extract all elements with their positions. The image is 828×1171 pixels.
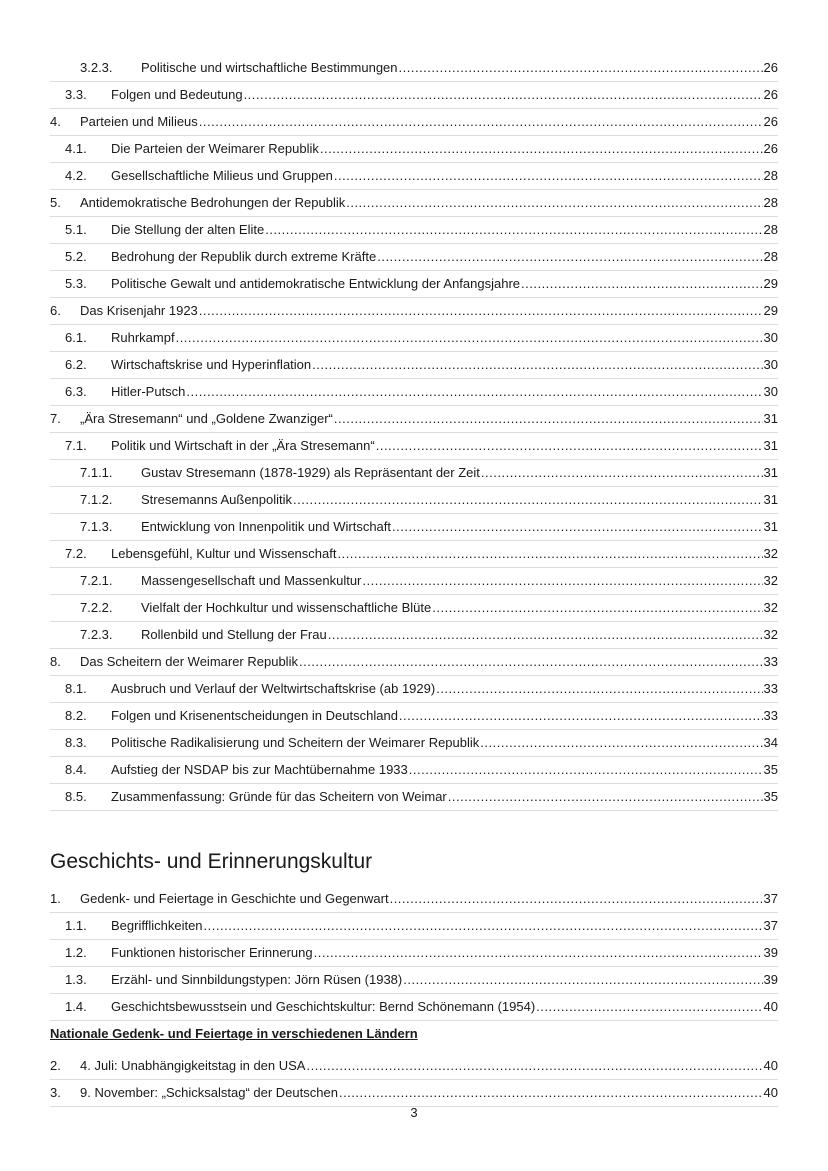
toc-entry-title: Aufstieg der NSDAP bis zur Machtübernahme 1933 xyxy=(111,762,408,777)
row-divider xyxy=(50,297,778,298)
row-divider xyxy=(50,567,778,568)
row-divider xyxy=(50,783,778,784)
toc-entry-title: 9. November: „Schicksalstag“ der Deutschen xyxy=(80,1085,338,1100)
row-divider xyxy=(50,756,778,757)
toc-entry[interactable] xyxy=(50,59,778,77)
toc-entry-page: 31 xyxy=(763,492,778,507)
toc-entry[interactable] xyxy=(50,1057,778,1075)
toc-entry-title: Massengesellschaft und Massenkultur xyxy=(141,573,362,588)
toc-entry[interactable] xyxy=(50,410,778,428)
row-divider xyxy=(50,702,778,703)
toc-entry-page: 40 xyxy=(763,1058,778,1073)
toc-entry-number: 5.2. xyxy=(65,249,87,264)
toc-entry-title: Parteien und Milieus xyxy=(80,114,198,129)
toc-entry-title: Erzähl- und Sinnbildungstypen: Jörn Rüsen (1938) xyxy=(111,972,403,987)
toc-entry-number: 8.1. xyxy=(65,681,87,696)
dot-leader xyxy=(399,59,763,77)
row-divider xyxy=(50,621,778,622)
toc-entry-title: Ruhrkampf xyxy=(111,330,175,345)
toc-entry-title: Stresemanns Außenpolitik xyxy=(141,492,293,507)
dot-leader xyxy=(392,518,763,536)
dot-leader xyxy=(436,680,762,698)
toc-entry[interactable] xyxy=(50,971,778,989)
toc-entry[interactable] xyxy=(50,944,778,962)
toc-entry-page: 35 xyxy=(763,789,778,804)
dot-leader xyxy=(199,113,763,131)
toc-entry-number: 8. xyxy=(50,654,61,669)
toc-entry-number: 1. xyxy=(50,891,61,906)
toc-entry-number: 8.5. xyxy=(65,789,87,804)
toc-entry-title: Lebensgefühl, Kultur und Wissenschaft xyxy=(111,546,337,561)
row-divider xyxy=(50,939,778,940)
toc-entry-page: 39 xyxy=(763,945,778,960)
toc-entry[interactable] xyxy=(50,1084,778,1102)
toc-entry-title: Das Scheitern der Weimarer Republik xyxy=(80,654,298,669)
dot-leader xyxy=(337,545,762,563)
toc-entry[interactable] xyxy=(50,998,778,1016)
toc-entry-title: Gedenk- und Feiertage in Geschichte und Gegenwart xyxy=(80,891,389,906)
dot-leader xyxy=(521,275,763,293)
toc-entry-title: Bedrohung der Republik durch extreme Kräfte xyxy=(111,249,377,264)
toc-entry-page: 30 xyxy=(763,330,778,345)
toc-entry[interactable] xyxy=(50,437,778,455)
dot-leader xyxy=(320,140,763,158)
dot-leader xyxy=(314,944,763,962)
row-divider xyxy=(50,729,778,730)
toc-entry-number: 1.1. xyxy=(65,918,87,933)
toc-entry-number: 7.1.3. xyxy=(80,519,113,534)
toc-entry-page: 26 xyxy=(763,87,778,102)
toc-entry-page: 28 xyxy=(763,222,778,237)
toc-entry-number: 8.4. xyxy=(65,762,87,777)
row-divider xyxy=(50,1079,778,1080)
dot-leader xyxy=(536,998,762,1016)
toc-entry[interactable] xyxy=(50,113,778,131)
toc-entry-page: 30 xyxy=(763,357,778,372)
toc-entry[interactable] xyxy=(50,680,778,698)
toc-entry-number: 1.3. xyxy=(65,972,87,987)
toc-entry[interactable] xyxy=(50,86,778,104)
dot-leader xyxy=(362,572,762,590)
toc-entry[interactable] xyxy=(50,491,778,509)
dot-leader xyxy=(334,410,763,428)
dot-leader xyxy=(481,464,763,482)
toc-entry-page: 26 xyxy=(763,60,778,75)
row-divider xyxy=(50,540,778,541)
toc-entry-number: 4. xyxy=(50,114,61,129)
row-divider xyxy=(50,594,778,595)
toc-entry-page: 31 xyxy=(763,465,778,480)
toc-entry-number: 6.3. xyxy=(65,384,87,399)
dot-leader xyxy=(312,356,762,374)
dot-leader xyxy=(377,248,762,266)
toc-entry-page: 29 xyxy=(763,276,778,291)
dot-leader xyxy=(390,890,763,908)
toc-entry-title: Rollenbild und Stellung der Frau xyxy=(141,627,327,642)
toc-entry-number: 1.4. xyxy=(65,999,87,1014)
toc-entry[interactable] xyxy=(50,626,778,644)
row-divider xyxy=(50,270,778,271)
toc-entry-title: Politische Gewalt und antidemokratische Entwicklung der Anfangsjahre xyxy=(111,276,521,291)
dot-leader xyxy=(186,383,762,401)
dot-leader xyxy=(293,491,763,509)
toc-entry[interactable] xyxy=(50,545,778,563)
toc-entry-title: Politische Radikalisierung und Scheitern der Weimarer Republik xyxy=(111,735,480,750)
dot-leader xyxy=(176,329,763,347)
toc-entry-page: 33 xyxy=(763,654,778,669)
toc-entry-title: Die Stellung der alten Elite xyxy=(111,222,265,237)
row-divider xyxy=(50,189,778,190)
toc-entry[interactable] xyxy=(50,221,778,239)
toc-entry-page: 28 xyxy=(763,168,778,183)
toc-entry-title: Wirtschaftskrise und Hyperinflation xyxy=(111,357,312,372)
dot-leader xyxy=(204,917,763,935)
row-divider xyxy=(50,216,778,217)
toc-entry-page: 32 xyxy=(763,546,778,561)
toc-entry-number: 5.1. xyxy=(65,222,87,237)
toc-entry[interactable] xyxy=(50,464,778,482)
row-divider xyxy=(50,351,778,352)
toc-entry-number: 7.2.3. xyxy=(80,627,113,642)
toc-entry-title: Funktionen historischer Erinnerung xyxy=(111,945,313,960)
row-divider xyxy=(50,378,778,379)
toc-entry-number: 6.1. xyxy=(65,330,87,345)
row-divider xyxy=(50,135,778,136)
dot-leader xyxy=(409,761,763,779)
section-heading: Geschichts- und Erinnerungskultur xyxy=(50,850,373,873)
dot-leader xyxy=(328,626,763,644)
dot-leader xyxy=(334,167,763,185)
toc-entry[interactable] xyxy=(50,518,778,536)
toc-entry[interactable] xyxy=(50,572,778,590)
toc-entry-number: 7.1.2. xyxy=(80,492,113,507)
toc-entry-page: 34 xyxy=(763,735,778,750)
row-divider xyxy=(50,324,778,325)
toc-entry-title: Politik und Wirtschaft in der „Ära Stresemann“ xyxy=(111,438,375,453)
toc-entry[interactable] xyxy=(50,140,778,158)
toc-entry-title: Vielfalt der Hochkultur und wissenschaftliche Blüte xyxy=(141,600,432,615)
toc-entry-number: 1.2. xyxy=(65,945,87,960)
toc-entry-page: 37 xyxy=(763,891,778,906)
toc-entry-title: Das Krisenjahr 1923 xyxy=(80,303,198,318)
toc-entry[interactable] xyxy=(50,761,778,779)
toc-entry[interactable] xyxy=(50,734,778,752)
toc-entry-page: 31 xyxy=(763,411,778,426)
toc-entry-title: Die Parteien der Weimarer Republik xyxy=(111,141,319,156)
toc-entry-title: Entwicklung von Innenpolitik und Wirtschaft xyxy=(141,519,392,534)
toc-entry-number: 8.2. xyxy=(65,708,87,723)
toc-entry[interactable] xyxy=(50,356,778,374)
toc-entry-number: 7.1.1. xyxy=(80,465,113,480)
toc-entry-page: 33 xyxy=(763,708,778,723)
toc-entry-title: Folgen und Bedeutung xyxy=(111,87,243,102)
toc-entry-page: 26 xyxy=(763,114,778,129)
toc-entry-page: 29 xyxy=(763,303,778,318)
toc-entry-number: 4.1. xyxy=(65,141,87,156)
toc-entry-number: 3.3. xyxy=(65,87,87,102)
toc-entry[interactable] xyxy=(50,167,778,185)
row-divider xyxy=(50,81,778,82)
toc-entry-number: 7. xyxy=(50,411,61,426)
row-divider xyxy=(50,108,778,109)
toc-entry-title: Ausbruch und Verlauf der Weltwirtschaftskrise (ab 1929) xyxy=(111,681,436,696)
toc-entry-number: 3. xyxy=(50,1085,61,1100)
toc-entry-page: 28 xyxy=(763,249,778,264)
toc-entry-page: 31 xyxy=(763,519,778,534)
toc-entry-page: 35 xyxy=(763,762,778,777)
toc-entry-title: Gesellschaftliche Milieus und Gruppen xyxy=(111,168,333,183)
dot-leader xyxy=(376,437,763,455)
toc-entry-page: 26 xyxy=(763,141,778,156)
toc-entry-page: 32 xyxy=(763,600,778,615)
toc-entry-number: 5.3. xyxy=(65,276,87,291)
row-divider xyxy=(50,993,778,994)
dot-leader xyxy=(346,194,762,212)
row-divider xyxy=(50,675,778,676)
toc-entry-page: 28 xyxy=(763,195,778,210)
toc-entry-page: 40 xyxy=(763,1085,778,1100)
toc-entry-page: 30 xyxy=(763,384,778,399)
row-divider xyxy=(50,810,778,811)
toc-entry-page: 32 xyxy=(763,627,778,642)
toc-entry-number: 5. xyxy=(50,195,61,210)
row-divider xyxy=(50,1020,778,1021)
dot-leader xyxy=(403,971,762,989)
toc-entry[interactable] xyxy=(50,383,778,401)
toc-entry-number: 7.2.2. xyxy=(80,600,113,615)
dot-leader xyxy=(199,302,763,320)
row-divider xyxy=(50,432,778,433)
dot-leader xyxy=(432,599,762,617)
toc-entry[interactable] xyxy=(50,194,778,212)
toc-entry[interactable] xyxy=(50,788,778,806)
toc-entry-number: 8.3. xyxy=(65,735,87,750)
toc-entry-page: 32 xyxy=(763,573,778,588)
toc-entry-title: Hitler-Putsch xyxy=(111,384,186,399)
toc-entry[interactable] xyxy=(50,248,778,266)
row-divider xyxy=(50,513,778,514)
toc-entry-title: Begrifflichkeiten xyxy=(111,918,203,933)
toc-entry-page: 40 xyxy=(763,999,778,1014)
dot-leader xyxy=(480,734,762,752)
toc-entry[interactable] xyxy=(50,599,778,617)
dot-leader xyxy=(339,1084,763,1102)
dot-leader xyxy=(244,86,763,104)
toc-entry-page: 37 xyxy=(763,918,778,933)
toc-entry-title: Gustav Stresemann (1878-1929) als Repräsentant der Zeit xyxy=(141,465,480,480)
toc-entry-number: 6. xyxy=(50,303,61,318)
toc-entry-title: 4. Juli: Unabhängigkeitstag in den USA xyxy=(80,1058,306,1073)
toc-entry[interactable] xyxy=(50,302,778,320)
row-divider xyxy=(50,243,778,244)
toc-entry[interactable] xyxy=(50,275,778,293)
toc-entry-number: 2. xyxy=(50,1058,61,1073)
row-divider xyxy=(50,459,778,460)
toc-entry-number: 4.2. xyxy=(65,168,87,183)
dot-leader xyxy=(306,1057,762,1075)
row-divider xyxy=(50,912,778,913)
dot-leader xyxy=(299,653,763,671)
toc-entry-number: 7.2.1. xyxy=(80,573,113,588)
toc-entry-title: „Ära Stresemann“ und „Goldene Zwanziger“ xyxy=(80,411,333,426)
toc-entry[interactable] xyxy=(50,707,778,725)
toc-entry[interactable] xyxy=(50,890,778,908)
row-divider xyxy=(50,405,778,406)
toc-entry[interactable] xyxy=(50,653,778,671)
toc-entry-number: 3.2.3. xyxy=(80,60,113,75)
page-number: 3 xyxy=(410,1105,418,1120)
toc-entry-title: Folgen und Krisenentscheidungen in Deutschland xyxy=(111,708,398,723)
toc-entry-number: 7.1. xyxy=(65,438,87,453)
row-divider xyxy=(50,966,778,967)
toc-entry-number: 7.2. xyxy=(65,546,87,561)
toc-entry[interactable] xyxy=(50,917,778,935)
toc-entry-page: 33 xyxy=(763,681,778,696)
dot-leader xyxy=(448,788,763,806)
toc-entry-title: Geschichtsbewusstsein und Geschichtskultur: Bernd Schönemann (1954) xyxy=(111,999,536,1014)
row-divider xyxy=(50,162,778,163)
toc-entry-page: 31 xyxy=(763,438,778,453)
toc-entry-page: 39 xyxy=(763,972,778,987)
toc-entry[interactable] xyxy=(50,329,778,347)
dot-leader xyxy=(265,221,762,239)
row-divider xyxy=(50,486,778,487)
row-divider xyxy=(50,648,778,649)
toc-entry-title: Antidemokratische Bedrohungen der Republik xyxy=(80,195,346,210)
toc-entry-title: Politische und wirtschaftliche Bestimmungen xyxy=(141,60,398,75)
toc-entry-title: Zusammenfassung: Gründe für das Scheitern von Weimar xyxy=(111,789,447,804)
dot-leader xyxy=(399,707,763,725)
subheading: Nationale Gedenk- und Feiertage in verschiedenen Ländern xyxy=(50,1026,418,1041)
toc-entry-number: 6.2. xyxy=(65,357,87,372)
